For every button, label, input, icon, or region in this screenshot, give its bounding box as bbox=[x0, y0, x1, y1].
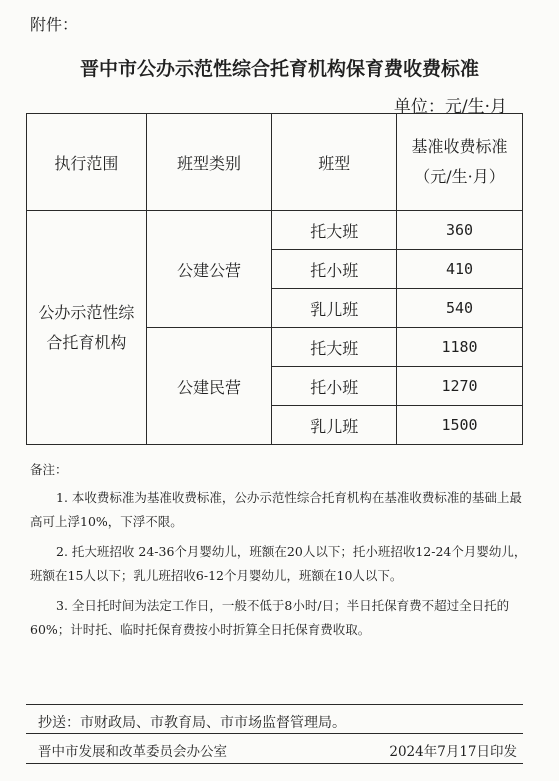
class-cell: 托小班 bbox=[272, 250, 397, 289]
cc-line: 抄送：市财政局、市教育局、市市场监督管理局。 bbox=[38, 715, 346, 731]
table-row bbox=[27, 211, 523, 250]
scope-line-2: 合托育机构 bbox=[46, 332, 127, 352]
class-cell: 乳儿班 bbox=[272, 289, 397, 328]
notes-section bbox=[30, 458, 530, 648]
header-scope: 执行范围 bbox=[27, 114, 147, 211]
category-cell: 公建公营 bbox=[146, 211, 272, 328]
scope-cell bbox=[27, 211, 147, 445]
fee-cell: 1180 bbox=[397, 328, 523, 367]
note-item-2: 2. 托大班招收 24-36个月婴幼儿，班额在20人以下；托小班招收12-24个月婴幼儿，班额在15人以下；乳儿班招收6-12个月婴幼儿，班额在10人以下。 bbox=[30, 544, 527, 583]
fee-cell: 360 bbox=[397, 211, 523, 250]
fee-cell: 410 bbox=[397, 250, 523, 289]
class-cell: 托大班 bbox=[272, 328, 397, 367]
class-cell: 托大班 bbox=[272, 211, 397, 250]
note-item-1: 1. 本收费标准为基准收费标准，公办示范性综合托育机构在基准收费标准的基础上最高可上浮10%，下浮不限。 bbox=[30, 490, 522, 529]
header-fee-title: 基准收费标准 bbox=[411, 137, 508, 156]
header-fee-unit: （元/生·月） bbox=[414, 167, 505, 186]
scope-line-1: 公办示范性综 bbox=[38, 302, 135, 322]
unit-label: 单位：元/生·月 bbox=[393, 97, 507, 117]
note-item-3: 3. 全日托时间为法定工作日，一般不低于8小时/日；半日托保育费不超过全日托的60%；计时托、临时托保育费按小时折算全日托保育费收取。 bbox=[30, 598, 510, 637]
footer-divider-bottom bbox=[26, 763, 523, 764]
fee-table bbox=[26, 113, 523, 445]
fee-cell: 1500 bbox=[397, 406, 523, 445]
header-fee bbox=[397, 114, 523, 211]
issuer: 晋中市发展和改革委员会办公室 bbox=[38, 744, 227, 760]
attachment-label: 附件： bbox=[30, 15, 79, 34]
fee-cell: 1270 bbox=[397, 367, 523, 406]
category-cell: 公建民营 bbox=[146, 328, 272, 445]
fee-cell: 540 bbox=[397, 289, 523, 328]
class-cell: 托小班 bbox=[272, 367, 397, 406]
header-category: 班型类别 bbox=[146, 114, 272, 211]
header-class: 班型 bbox=[272, 114, 397, 211]
footer-divider-middle bbox=[26, 733, 523, 734]
issue-date: 2024年7月17日印发 bbox=[389, 744, 517, 760]
class-cell: 乳儿班 bbox=[272, 406, 397, 445]
document-title: 晋中市公办示范性综合托育机构保育费收费标准 bbox=[79, 58, 479, 80]
table-header-row bbox=[27, 114, 523, 211]
footer-divider-top bbox=[26, 704, 523, 705]
notes-label: 备注： bbox=[30, 462, 68, 477]
